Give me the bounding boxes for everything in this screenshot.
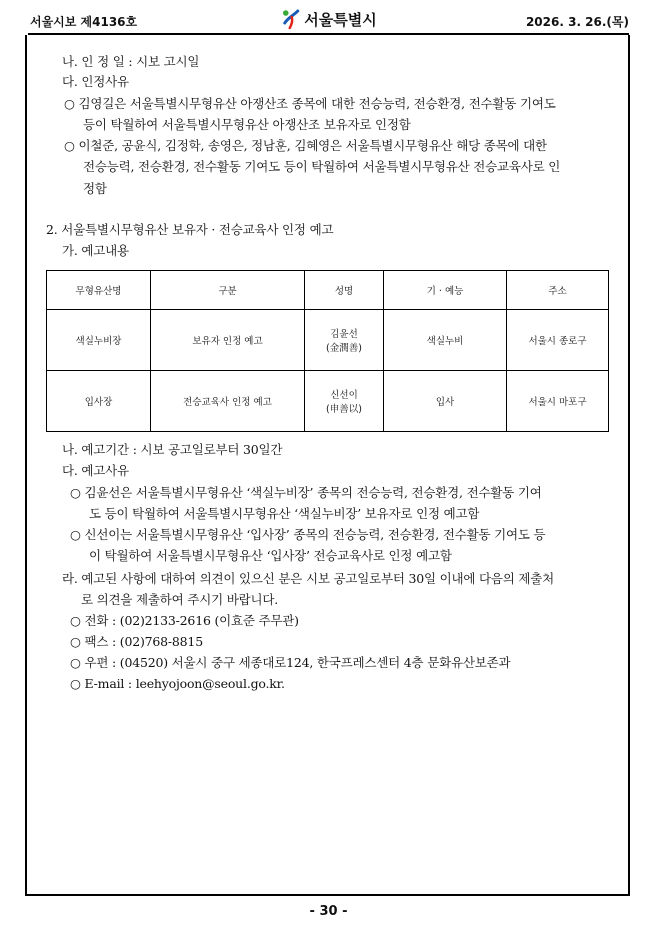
reason-bullet-2: ○ 이철준, 공윤식, 김정학, 송영은, 정남훈, 김혜영은 서울특별시무형유산 해당 종목에 대한 [64,138,547,153]
notice-reason-1: ○ 김윤선은 서울특별시무형유산 ‘색실누비장’ 종목의 전승능력, 전승환경, 전수활동 기여 [70,485,542,500]
reason-bullet-1-cont: 등이 탁월하여 서울특별시무형유산 아쟁산조 보유자로 인정함 [83,117,411,132]
cell-name [305,371,384,432]
cell-address: 서울시 종로구 [507,310,609,371]
page-number: - 30 - [309,904,348,919]
notice-table [46,270,609,432]
reason-bullet-1: ○ 김영길은 서울특별시무형유산 아쟁산조 종목에 대한 전승능력, 전승환경, 전수활동 기여도 [64,96,556,111]
person-name: 김윤선 [330,329,358,340]
contact-fax: ○ 팩스 : (02)768-8815 [70,634,203,649]
contact-post: ○ 우편 : (04520) 서울시 중구 세종대로124, 한국프레스센터 4층 문화유산보존과 [70,655,511,670]
cell-category: 보유자 인정 예고 [151,310,305,371]
cell-category: 전승교육사 인정 예고 [151,371,305,432]
cell-skill: 입사 [384,371,507,432]
notice-reason-2: ○ 신선이는 서울특별시무형유산 ‘입사장’ 종목의 전승능력, 전승환경, 전수활동 기여도 등 [70,527,546,542]
person-hanja: (申善以) [326,404,362,415]
table-row [47,310,609,371]
section-2-title: 2. 서울특별시무형유산 보유자 · 전승교육사 인정 예고 [46,222,334,237]
cell-skill: 색실누비 [384,310,507,371]
person-name: 신선이 [330,390,358,401]
notice-content-heading: 가. 예고내용 [62,243,129,258]
notice-reason-heading: 다. 예고사유 [62,463,129,478]
seoul-logo-icon [280,8,300,30]
person-hanja: (金潤善) [326,343,362,354]
cell-address: 서울시 마포구 [507,371,609,432]
reason-bullet-2-end: 정함 [83,181,107,196]
header-title [280,8,376,30]
page-header [28,10,629,32]
col-skill: 기 · 예능 [384,271,507,310]
col-address: 주소 [507,271,609,310]
issue-date: 2026. 3. 26.(목) [525,15,629,29]
table-header-row [47,271,609,310]
col-name: 성명 [305,271,384,310]
city-name: 서울특별시 [304,10,377,29]
notice-reason-2-cont: 이 탁월하여 서울특별시무형유산 ‘입사장’ 전승교육사로 인정 예고함 [89,548,452,563]
notice-period: 나. 예고기간 : 시보 공고일로부터 30일간 [62,442,283,457]
contact-phone: ○ 전화 : (02)2133-2616 (이효준 주무관) [70,613,299,628]
recognition-reason-heading: 다. 인정사유 [62,74,129,89]
gazette-issue: 서울시보 제4136호 [30,15,138,29]
recognition-date: 나. 인 정 일 : 시보 고시일 [62,54,200,69]
col-heritage-name: 무형유산명 [47,271,151,310]
cell-heritage: 입사장 [47,371,151,432]
contact-email: ○ E-mail : leehyojoon@seoul.go.kr. [70,676,285,691]
col-category: 구분 [151,271,305,310]
cell-heritage: 색실누비장 [47,310,151,371]
reason-bullet-2-cont: 전승능력, 전승환경, 전수활동 기여도 등이 탁월하여 서울특별시무형유산 전승교육사로 인 [83,159,561,174]
cell-name [305,310,384,371]
opinion-notice-cont: 로 의견을 제출하여 주시기 바랍니다. [81,592,278,607]
notice-reason-1-cont: 도 등이 탁월하여 서울특별시무형유산 ‘색실누비장’ 보유자로 인정 예고함 [89,506,480,521]
table-row [47,371,609,432]
opinion-notice: 라. 예고된 사항에 대하여 의견이 있으신 분은 시보 공고일로부터 30일 이내에 다음의 제출처 [62,571,555,586]
